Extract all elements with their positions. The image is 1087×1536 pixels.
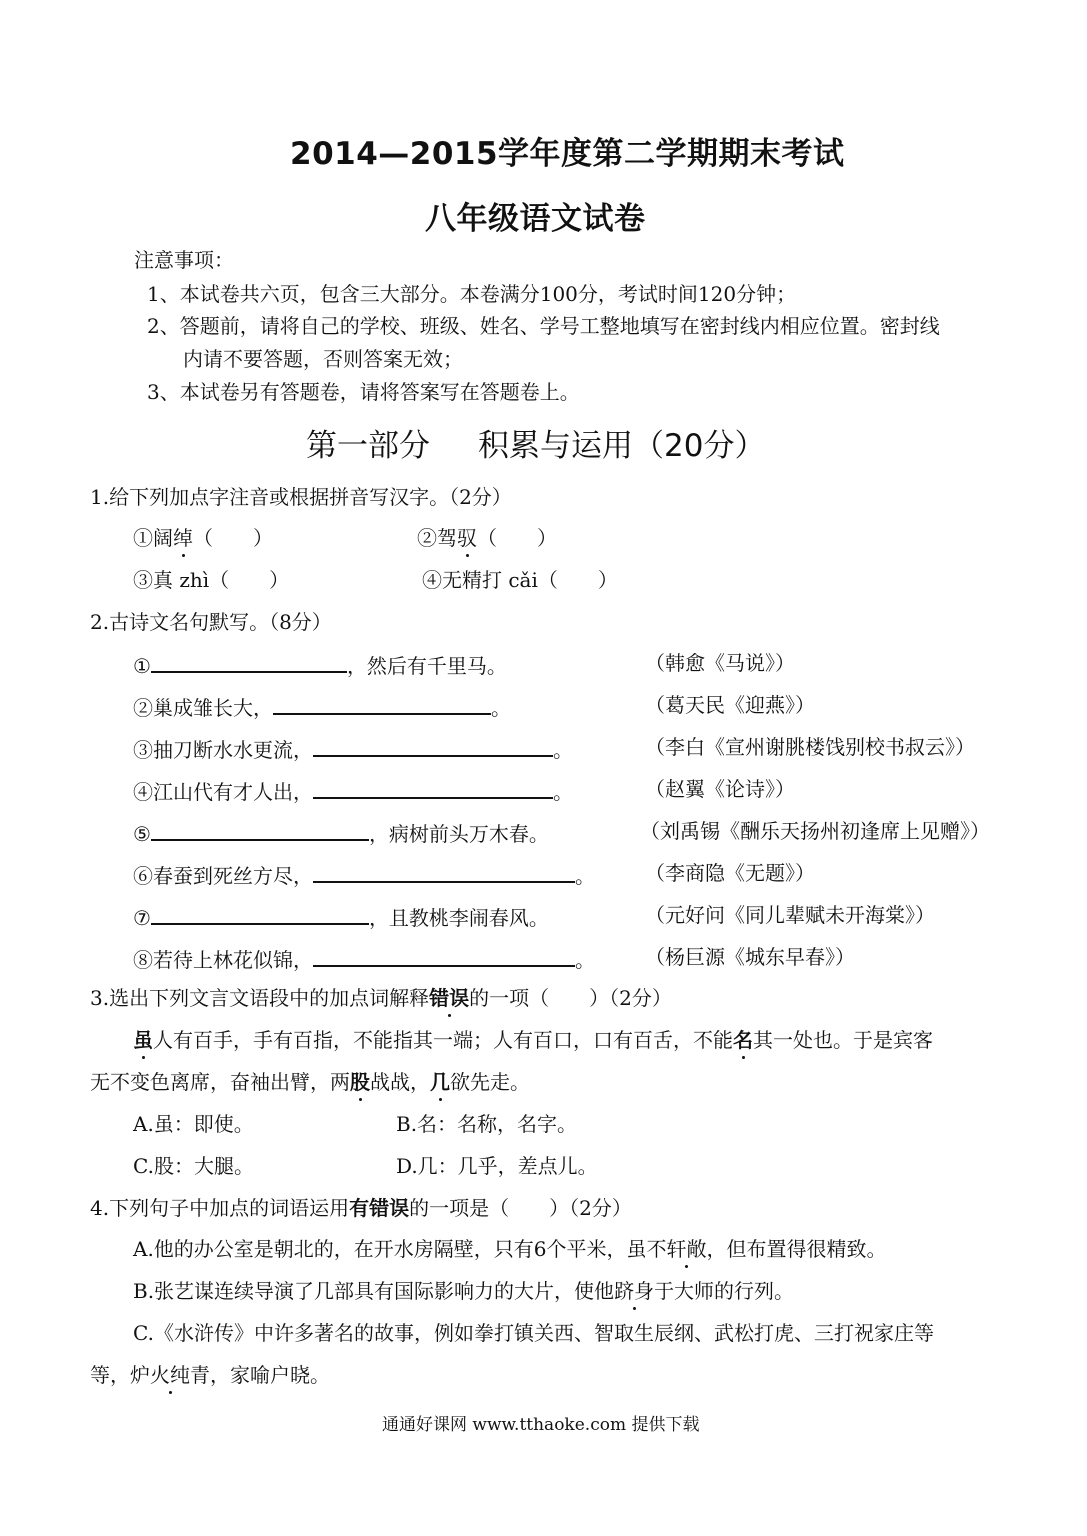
q3-option-a: A.虽：即使。 bbox=[133, 1112, 254, 1136]
q2-source-8: （杨巨源《城东早春》） bbox=[645, 945, 855, 969]
exam-subtitle: 八年级语文试卷 bbox=[425, 201, 646, 237]
q4-option-a: A.他的办公室是朝北的，在开水房隔壁，只有6个平米，虽不轩敞，但布置得很精致。 bbox=[133, 1237, 887, 1261]
q3-option-b: B.名：名称，名字。 bbox=[396, 1112, 578, 1136]
q4-stem: 4.下列句子中加点的词语运用有错误的一项是（ ）（2分） bbox=[90, 1196, 632, 1220]
note-item-3: 3、本试卷另有答题卷，请将答案写在答题卷上。 bbox=[147, 380, 580, 404]
answer-blank[interactable] bbox=[313, 861, 575, 883]
answer-blank[interactable] bbox=[313, 735, 553, 757]
q2-source-1: （韩愈《马说》） bbox=[645, 651, 795, 675]
q2-source-4: （赵翼《论诗》） bbox=[645, 777, 795, 801]
q4-option-c-line-1: C.《水浒传》中许多著名的故事，例如拳打镇关西、智取生辰纲、武松打虎、三打祝家庄等 bbox=[133, 1321, 934, 1345]
page-footer: 通通好课网 www.tthaoke.com 提供下载 bbox=[382, 1415, 700, 1435]
answer-blank[interactable] bbox=[273, 693, 491, 715]
section-heading bbox=[306, 420, 765, 465]
q1-item-1: ①阔绰（ ） bbox=[133, 526, 273, 550]
answer-blank[interactable] bbox=[151, 819, 369, 841]
q1-item-3: ③真 zhì（ ） bbox=[133, 568, 290, 592]
q2-stem: 2.古诗文名句默写。（8分） bbox=[90, 610, 332, 634]
q2-source-2: （葛天民《迎燕》） bbox=[645, 693, 815, 717]
q2-source-3: （李白《宣州谢朓楼饯别校书叔云》） bbox=[645, 735, 975, 759]
q2-line-3: ③抽刀断水水更流， 。 bbox=[133, 735, 573, 762]
q3-option-c: C.股：大腿。 bbox=[133, 1154, 254, 1178]
q1-stem: 1.给下列加点字注音或根据拼音写汉字。（2分） bbox=[90, 485, 512, 509]
section-part: 第一部分 bbox=[306, 428, 430, 464]
q3-stem: 3.选出下列文言文语段中的加点词解释错误的一项（ ）（2分） bbox=[90, 986, 672, 1010]
q1-item-2: ②驾驭（ ） bbox=[417, 526, 557, 550]
note-item-2: 2、答题前，请将自己的学校、班级、姓名、学号工整地填写在密封线内相应位置。密封线 bbox=[147, 314, 940, 338]
q2-source-6: （李商隐《无题》） bbox=[645, 861, 815, 885]
section-name: 积累与运用（20分） bbox=[478, 428, 766, 464]
note-item-1: 1、本试卷共六页，包含三大部分。本卷满分100分，考试时间120分钟； bbox=[147, 282, 797, 306]
q2-source-7: （元好问《同儿辈赋未开海棠》） bbox=[645, 903, 935, 927]
q2-line-4: ④江山代有才人出， 。 bbox=[133, 777, 573, 804]
q2-line-7: ⑦ ，且教桃李闹春风。 bbox=[133, 903, 549, 930]
q2-line-6: ⑥春蚕到死丝方尽， 。 bbox=[133, 861, 595, 888]
q2-line-8: ⑧若待上林花似锦， 。 bbox=[133, 945, 595, 972]
answer-blank[interactable] bbox=[313, 945, 575, 967]
q4-option-b: B.张艺谋连续导演了几部具有国际影响力的大片，使他跻身于大师的行列。 bbox=[133, 1279, 795, 1303]
note-item-2-cont: 内请不要答题，否则答案无效； bbox=[183, 347, 463, 371]
q1-item-4: ④无精打 cǎi（ ） bbox=[422, 568, 618, 592]
q2-line-2: ②巢成雏长大， 。 bbox=[133, 693, 511, 720]
q3-option-d: D.几：几乎，差点儿。 bbox=[396, 1154, 598, 1178]
answer-blank[interactable] bbox=[151, 651, 347, 673]
q3-passage-line-2: 无不变色离席，奋袖出臂，两股战战，几欲先走。 bbox=[90, 1070, 530, 1094]
exam-title: 2014—2015学年度第二学期期末考试 bbox=[290, 136, 845, 172]
answer-blank[interactable] bbox=[313, 777, 553, 799]
notes-label: 注意事项： bbox=[134, 248, 234, 272]
q2-line-5: ⑤ ，病树前头万木春。 bbox=[133, 819, 549, 846]
q3-passage-line-1: 虽人有百手，手有百指，不能指其一端；人有百口，口有百舌，不能名其一处也。于是宾客 bbox=[133, 1028, 933, 1052]
q2-line-1: ① ，然后有千里马。 bbox=[133, 651, 507, 678]
q4-option-c-line-2: 等，炉火纯青，家喻户晓。 bbox=[90, 1363, 330, 1387]
answer-blank[interactable] bbox=[151, 903, 369, 925]
q2-source-5: （刘禹锡《酬乐天扬州初逢席上见赠》） bbox=[640, 819, 990, 843]
